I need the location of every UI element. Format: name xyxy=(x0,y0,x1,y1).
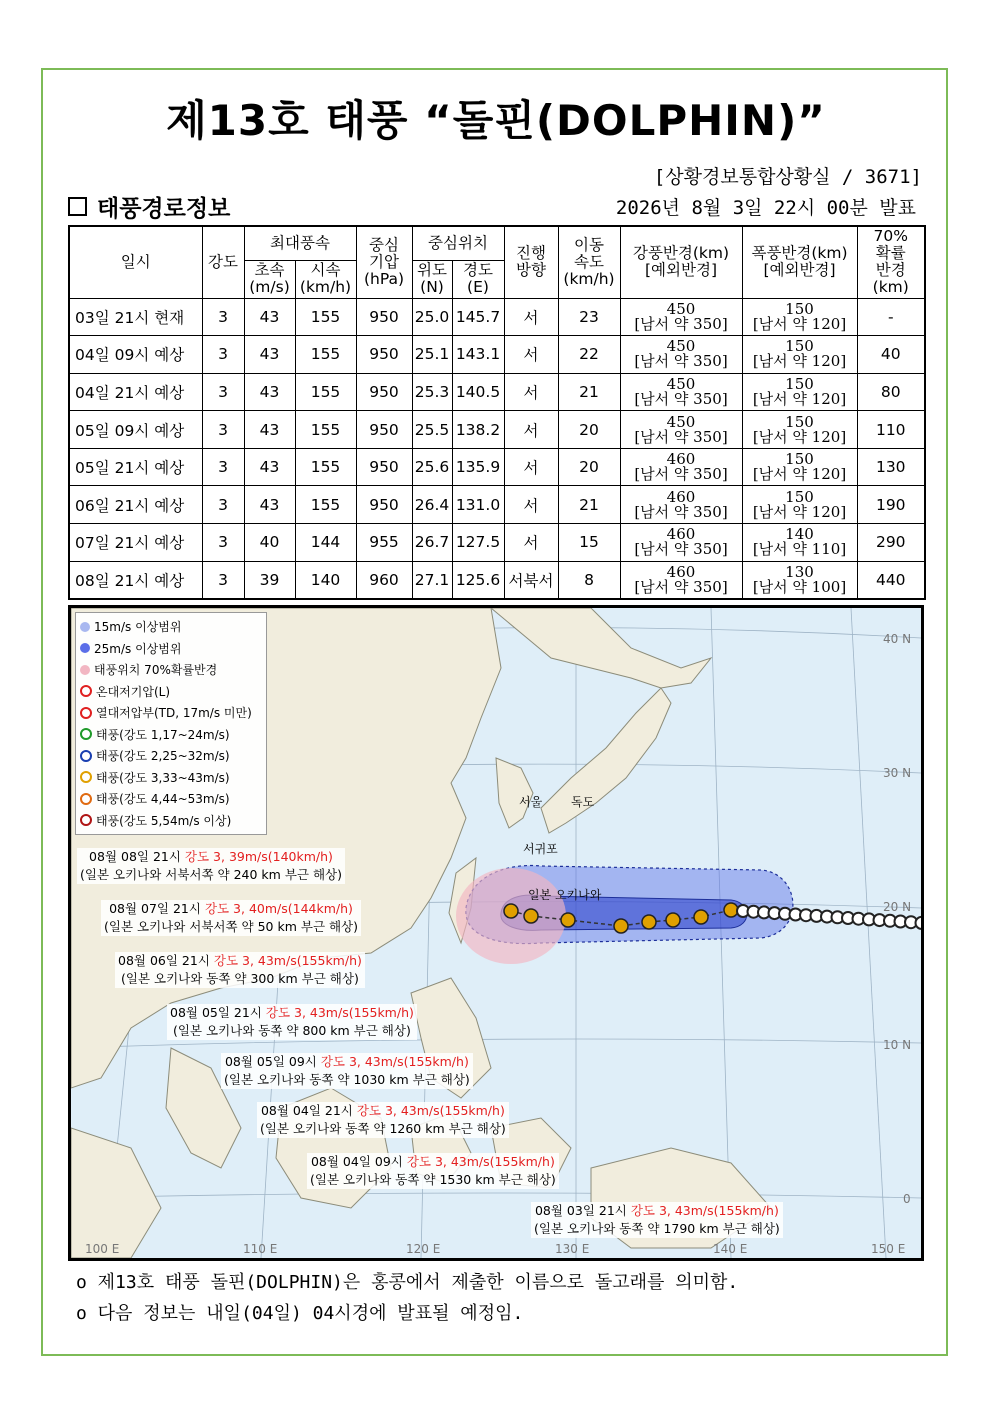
lon-label-120: 120 E xyxy=(406,1242,441,1256)
cell-lon: 145.7 xyxy=(452,298,504,336)
cell-intensity: 3 xyxy=(202,336,244,374)
cell-speed: 20 xyxy=(558,448,620,486)
annotation-headline xyxy=(170,1004,414,1022)
cell-wind-kmh: 155 xyxy=(295,411,356,449)
cell-storm-radius-value: 150 xyxy=(785,299,814,318)
cell-gale-radius-exception: [남서 약 350] xyxy=(634,427,728,446)
cell-storm-radius-value: 150 xyxy=(785,487,814,506)
annotation-headline xyxy=(118,952,362,970)
cell-lon: 140.5 xyxy=(452,373,504,411)
legend-swatch-icon xyxy=(80,622,90,632)
bulletin-title: 제13호 태풍 “돌핀(DOLPHIN)” xyxy=(166,96,826,145)
cell-time: 05일 21시 예상 xyxy=(69,448,202,486)
cell-lat: 25.0 xyxy=(412,298,452,336)
cell-time: 08일 21시 예상 xyxy=(69,561,202,599)
legend-label: 15m/s 이상범위 xyxy=(94,620,182,635)
legend-item xyxy=(80,638,262,660)
legend-swatch-icon xyxy=(80,685,92,697)
legend-swatch-icon xyxy=(80,643,90,653)
cell-lon: 131.0 xyxy=(452,486,504,524)
annotation-headline xyxy=(310,1153,556,1171)
cell-prob-radius: 290 xyxy=(857,524,925,562)
section-title: 태풍경로정보 xyxy=(97,196,231,222)
cell-storm-radius-value: 130 xyxy=(785,562,814,581)
lon-label-150: 150 E xyxy=(871,1242,906,1256)
annotation-headline xyxy=(224,1053,470,1071)
legend-swatch-icon xyxy=(80,665,90,675)
typhoon-position-icon xyxy=(504,904,518,918)
cell-gale-radius-value: 450 xyxy=(666,412,696,431)
cell-wind-kmh: 155 xyxy=(295,298,356,336)
cell-lat: 25.1 xyxy=(412,336,452,374)
cell-storm-radius xyxy=(742,373,857,411)
cell-time: 07일 21시 예상 xyxy=(69,524,202,562)
typhoon-position-icon xyxy=(724,903,738,917)
cell-wind-kmh: 144 xyxy=(295,524,356,562)
lon-label-140: 140 E xyxy=(713,1242,748,1256)
track-annotation xyxy=(115,952,365,988)
header-storm-radius: 폭풍반경(km) [예외반경] xyxy=(742,226,857,298)
cell-speed: 23 xyxy=(558,298,620,336)
cell-lon: 125.6 xyxy=(452,561,504,599)
cell-pressure: 950 xyxy=(356,448,412,486)
cell-gale-radius xyxy=(620,411,742,449)
map-legend xyxy=(75,612,267,835)
cell-intensity: 3 xyxy=(202,448,244,486)
header-pressure: 중심 기압 (hPa) xyxy=(356,226,412,298)
track-annotation xyxy=(101,900,361,936)
legend-item xyxy=(80,745,262,767)
annotation-strength: 강도 3, 43m/s(155km/h) xyxy=(630,1203,779,1218)
cell-direction: 서 xyxy=(504,411,558,449)
place-okinawa: 일본 오키나와 xyxy=(528,888,602,902)
section-heading xyxy=(68,190,230,223)
cell-speed: 15 xyxy=(558,524,620,562)
table-row xyxy=(69,373,925,411)
cell-speed: 21 xyxy=(558,373,620,411)
header-speed: 이동 속도 (km/h) xyxy=(558,226,620,298)
cell-wind-ms: 43 xyxy=(244,448,295,486)
cell-gale-radius-exception: [남서 약 350] xyxy=(634,314,728,333)
cell-storm-radius-value: 140 xyxy=(785,525,814,544)
annotation-date: 08월 05일 09시 xyxy=(224,1054,317,1069)
cell-storm-radius-exception: [남서 약 120] xyxy=(752,389,847,408)
legend-label: 태풍(강도 5,54m/s 이상) xyxy=(96,813,232,828)
legend-item xyxy=(80,681,262,703)
note-next-bulletin: o 다음 정보는 내일(04일) 04시경에 발표될 예정임. xyxy=(76,1303,524,1324)
cell-storm-radius-exception: [남서 약 120] xyxy=(752,427,847,446)
legend-swatch-icon xyxy=(80,814,92,826)
issue-time: 2026년 8월 3일 22시 00분 발표 xyxy=(615,197,916,219)
annotation-strength: 강도 3, 39m/s(140km/h) xyxy=(184,849,333,864)
cell-direction: 서 xyxy=(504,448,558,486)
cell-pressure: 950 xyxy=(356,298,412,336)
checkbox-icon xyxy=(68,197,87,216)
cell-gale-radius xyxy=(620,336,742,374)
track-table xyxy=(68,225,926,600)
lat-label-10: 10 N xyxy=(883,1038,912,1052)
lat-label-20: 20 N xyxy=(883,900,912,914)
cell-pressure: 950 xyxy=(356,336,412,374)
cell-wind-ms: 43 xyxy=(244,336,295,374)
annotation-date: 08월 07일 21시 xyxy=(109,901,201,916)
annotation-headline xyxy=(534,1202,780,1220)
lon-label-100: 100 E xyxy=(85,1242,120,1256)
cell-storm-radius xyxy=(742,336,857,374)
cell-prob-radius: 40 xyxy=(857,336,925,374)
table-row xyxy=(69,411,925,449)
legend-label: 태풍(강도 4,44~53m/s) xyxy=(96,792,230,807)
legend-label: 태풍(강도 1,17~24m/s) xyxy=(96,727,230,742)
annotation-strength: 강도 3, 43m/s(155km/h) xyxy=(356,1103,505,1118)
cell-intensity: 3 xyxy=(202,486,244,524)
legend-item xyxy=(80,810,262,832)
header-direction: 진행 방향 xyxy=(504,226,558,298)
header-intensity: 강도 xyxy=(202,226,244,298)
annotation-description: (일본 오키나와 동쪽 약 1260 km 부근 해상) xyxy=(260,1121,506,1136)
cell-intensity: 3 xyxy=(202,524,244,562)
cell-storm-radius-exception: [남서 약 110] xyxy=(752,540,847,559)
cell-prob-radius: - xyxy=(857,298,925,336)
cell-wind-ms: 43 xyxy=(244,373,295,411)
cell-gale-radius-exception: [남서 약 350] xyxy=(634,502,728,521)
legend-label: 태풍위치 70%확률반경 xyxy=(94,663,218,678)
cell-storm-radius-value: 150 xyxy=(785,450,814,469)
legend-label: 온대저기압(L) xyxy=(96,684,171,699)
cell-speed: 21 xyxy=(558,486,620,524)
cell-lat: 25.5 xyxy=(412,411,452,449)
annotation-strength: 강도 3, 43m/s(155km/h) xyxy=(406,1154,555,1169)
cell-pressure: 960 xyxy=(356,561,412,599)
typhoon-position-icon xyxy=(524,909,538,923)
note-name-meaning: o 제13호 태풍 돌핀(DOLPHIN)은 홍콩에서 제출한 이름으로 돌고래를 의미함. xyxy=(76,1272,739,1293)
annotation-description: (일본 오키나와 동쪽 약 300 km 부근 해상) xyxy=(121,971,359,986)
annotation-description: (일본 오키나와 동쪽 약 1030 km 부근 해상) xyxy=(224,1072,470,1087)
cell-lat: 26.4 xyxy=(412,486,452,524)
cell-lon: 127.5 xyxy=(452,524,504,562)
legend-swatch-icon xyxy=(80,771,92,783)
annotation-date: 08월 03일 21시 xyxy=(534,1203,627,1218)
cell-gale-radius xyxy=(620,486,742,524)
typhoon-position-icon xyxy=(666,913,680,927)
annotation-strength: 강도 3, 43m/s(155km/h) xyxy=(213,953,362,968)
annotation-date: 08월 05일 21시 xyxy=(170,1005,262,1020)
legend-item xyxy=(80,724,262,746)
cell-prob-radius: 130 xyxy=(857,448,925,486)
cell-storm-radius-exception: [남서 약 100] xyxy=(752,577,847,596)
annotation-strength: 강도 3, 43m/s(155km/h) xyxy=(265,1005,414,1020)
cell-wind-ms: 43 xyxy=(244,411,295,449)
annotation-description: (일본 오키나와 동쪽 약 1790 km 부근 해상) xyxy=(534,1221,780,1236)
legend-item xyxy=(80,767,262,789)
cell-storm-radius xyxy=(742,561,857,599)
legend-swatch-icon xyxy=(80,707,92,719)
legend-label: 태풍(강도 3,33~43m/s) xyxy=(96,770,230,785)
cell-lat: 27.1 xyxy=(412,561,452,599)
annotation-date: 08월 06일 21시 xyxy=(118,953,210,968)
lon-label-130: 130 E xyxy=(555,1242,590,1256)
cell-speed: 22 xyxy=(558,336,620,374)
cell-gale-radius-value: 460 xyxy=(666,487,696,506)
track-annotation xyxy=(257,1102,509,1138)
cell-wind-kmh: 140 xyxy=(295,561,356,599)
cell-storm-radius-exception: [남서 약 120] xyxy=(752,314,847,333)
cell-storm-radius xyxy=(742,298,857,336)
cell-lon: 138.2 xyxy=(452,411,504,449)
cell-direction: 서 xyxy=(504,524,558,562)
annotation-date: 08월 08일 21시 xyxy=(89,849,181,864)
annotation-date: 08월 04일 09시 xyxy=(310,1154,403,1169)
cell-time: 04일 09시 예상 xyxy=(69,336,202,374)
cell-storm-radius-value: 150 xyxy=(785,337,814,356)
track-annotation xyxy=(77,848,345,884)
cell-wind-kmh: 155 xyxy=(295,373,356,411)
cell-storm-radius-value: 150 xyxy=(785,374,814,393)
office-label: [상황경보통합상황실 / 3671] xyxy=(653,166,922,188)
annotation-strength: 강도 3, 40m/s(144km/h) xyxy=(204,901,353,916)
legend-item xyxy=(80,702,262,724)
cell-intensity: 3 xyxy=(202,561,244,599)
cell-wind-kmh: 155 xyxy=(295,486,356,524)
header-time: 일시 xyxy=(69,226,202,298)
cell-speed: 8 xyxy=(558,561,620,599)
legend-label: 25m/s 이상범위 xyxy=(94,641,182,656)
cell-speed: 20 xyxy=(558,411,620,449)
track-annotation xyxy=(221,1053,473,1089)
cell-time: 03일 21시 현재 xyxy=(69,298,202,336)
legend-item xyxy=(80,616,262,638)
lat-label-40: 40 N xyxy=(883,632,912,646)
legend-swatch-icon xyxy=(80,750,92,762)
track-annotation xyxy=(531,1202,783,1238)
cell-time: 04일 21시 예상 xyxy=(69,373,202,411)
cell-prob-radius: 80 xyxy=(857,373,925,411)
track-annotation xyxy=(307,1153,559,1189)
header-gale-radius: 강풍반경(km) [예외반경] xyxy=(620,226,742,298)
cell-storm-radius xyxy=(742,486,857,524)
cell-direction: 서북서 xyxy=(504,561,558,599)
cell-storm-radius-exception: [남서 약 120] xyxy=(752,502,847,521)
cell-gale-radius xyxy=(620,448,742,486)
table-row xyxy=(69,448,925,486)
legend-label: 열대저압부(TD, 17m/s 미만) xyxy=(96,706,252,721)
lon-label-110: 110 E xyxy=(243,1242,278,1256)
cell-storm-radius-exception: [남서 약 120] xyxy=(752,465,847,484)
cell-gale-radius-exception: [남서 약 350] xyxy=(634,540,728,559)
cell-wind-kmh: 155 xyxy=(295,336,356,374)
legend-label: 태풍(강도 2,25~32m/s) xyxy=(96,749,230,764)
cell-lon: 135.9 xyxy=(452,448,504,486)
cell-pressure: 950 xyxy=(356,411,412,449)
table-row xyxy=(69,561,925,599)
cell-direction: 서 xyxy=(504,486,558,524)
header-wind-kmh: 시속 (km/h) xyxy=(295,260,356,298)
header-wind-ms: 초속 (m/s) xyxy=(244,260,295,298)
annotation-description: (일본 오키나와 서북서쪽 약 240 km 부근 해상) xyxy=(80,867,342,882)
cell-wind-ms: 39 xyxy=(244,561,295,599)
cell-lat: 25.3 xyxy=(412,373,452,411)
cell-gale-radius-exception: [남서 약 350] xyxy=(634,389,728,408)
cell-storm-radius-exception: [남서 약 120] xyxy=(752,352,847,371)
header-center: 중심위치 xyxy=(412,226,504,260)
cell-gale-radius xyxy=(620,561,742,599)
annotation-headline xyxy=(260,1102,506,1120)
header-lat: 위도 (N) xyxy=(412,260,452,298)
place-seogwipo: 서귀포 xyxy=(523,842,558,856)
cell-pressure: 950 xyxy=(356,373,412,411)
cell-intensity: 3 xyxy=(202,373,244,411)
place-dokdo: 독도 xyxy=(571,795,595,809)
legend-item xyxy=(80,659,262,681)
header-lon: 경도 (E) xyxy=(452,260,504,298)
annotation-strength: 강도 3, 43m/s(155km/h) xyxy=(320,1054,469,1069)
cell-gale-radius-exception: [남서 약 350] xyxy=(634,352,728,371)
cell-direction: 서 xyxy=(504,298,558,336)
typhoon-track-map xyxy=(68,605,924,1261)
legend-swatch-icon xyxy=(80,793,92,805)
cell-gale-radius xyxy=(620,298,742,336)
cell-gale-radius xyxy=(620,373,742,411)
cell-wind-ms: 43 xyxy=(244,486,295,524)
cell-lon: 143.1 xyxy=(452,336,504,374)
annotation-headline xyxy=(80,848,342,866)
table-row xyxy=(69,298,925,336)
cell-intensity: 3 xyxy=(202,411,244,449)
cell-gale-radius-value: 460 xyxy=(666,562,696,581)
cell-storm-radius xyxy=(742,411,857,449)
cell-time: 06일 21시 예상 xyxy=(69,486,202,524)
legend-item xyxy=(80,788,262,810)
cell-prob-radius: 440 xyxy=(857,561,925,599)
cell-gale-radius-value: 450 xyxy=(666,337,696,356)
typhoon-position-icon xyxy=(694,910,708,924)
typhoon-position-icon xyxy=(614,919,628,933)
annotation-date: 08월 04일 21시 xyxy=(260,1103,353,1118)
cell-pressure: 950 xyxy=(356,486,412,524)
table-row xyxy=(69,524,925,562)
cell-direction: 서 xyxy=(504,336,558,374)
cell-pressure: 955 xyxy=(356,524,412,562)
cell-gale-radius-value: 460 xyxy=(666,525,696,544)
cell-prob-radius: 190 xyxy=(857,486,925,524)
cell-storm-radius xyxy=(742,524,857,562)
cell-intensity: 3 xyxy=(202,298,244,336)
cell-lat: 26.7 xyxy=(412,524,452,562)
legend-swatch-icon xyxy=(80,728,92,740)
typhoon-position-icon xyxy=(642,915,656,929)
cell-gale-radius-value: 460 xyxy=(666,450,696,469)
cell-gale-radius-exception: [남서 약 350] xyxy=(634,465,728,484)
lat-label-30: 30 N xyxy=(883,766,912,780)
cell-lat: 25.6 xyxy=(412,448,452,486)
cell-direction: 서 xyxy=(504,373,558,411)
track-annotation xyxy=(167,1004,417,1040)
cell-gale-radius-value: 450 xyxy=(666,299,696,318)
header-prob-radius: 70% 확률 반경 (km) xyxy=(857,226,925,298)
table-row xyxy=(69,336,925,374)
annotation-description: (일본 오키나와 동쪽 약 1530 km 부근 해상) xyxy=(310,1172,556,1187)
cell-gale-radius-exception: [남서 약 350] xyxy=(634,577,728,596)
header-max-wind: 최대풍속 xyxy=(244,226,356,260)
past-track-icon xyxy=(916,917,922,929)
cell-wind-ms: 40 xyxy=(244,524,295,562)
cell-wind-ms: 43 xyxy=(244,298,295,336)
cell-storm-radius-value: 150 xyxy=(785,412,814,431)
lat-label-0: 0 xyxy=(903,1192,911,1206)
cell-storm-radius xyxy=(742,448,857,486)
cell-wind-kmh: 155 xyxy=(295,448,356,486)
annotation-description: (일본 오키나와 서북서쪽 약 50 km 부근 해상) xyxy=(104,919,359,934)
annotation-headline xyxy=(104,900,358,918)
annotation-description: (일본 오키나와 동쪽 약 800 km 부근 해상) xyxy=(173,1023,411,1038)
cell-prob-radius: 110 xyxy=(857,411,925,449)
place-seoul: 서울 xyxy=(519,795,543,809)
cell-gale-radius xyxy=(620,524,742,562)
typhoon-position-icon xyxy=(561,913,575,927)
cell-gale-radius-value: 450 xyxy=(666,374,696,393)
table-row xyxy=(69,486,925,524)
cell-time: 05일 09시 예상 xyxy=(69,411,202,449)
